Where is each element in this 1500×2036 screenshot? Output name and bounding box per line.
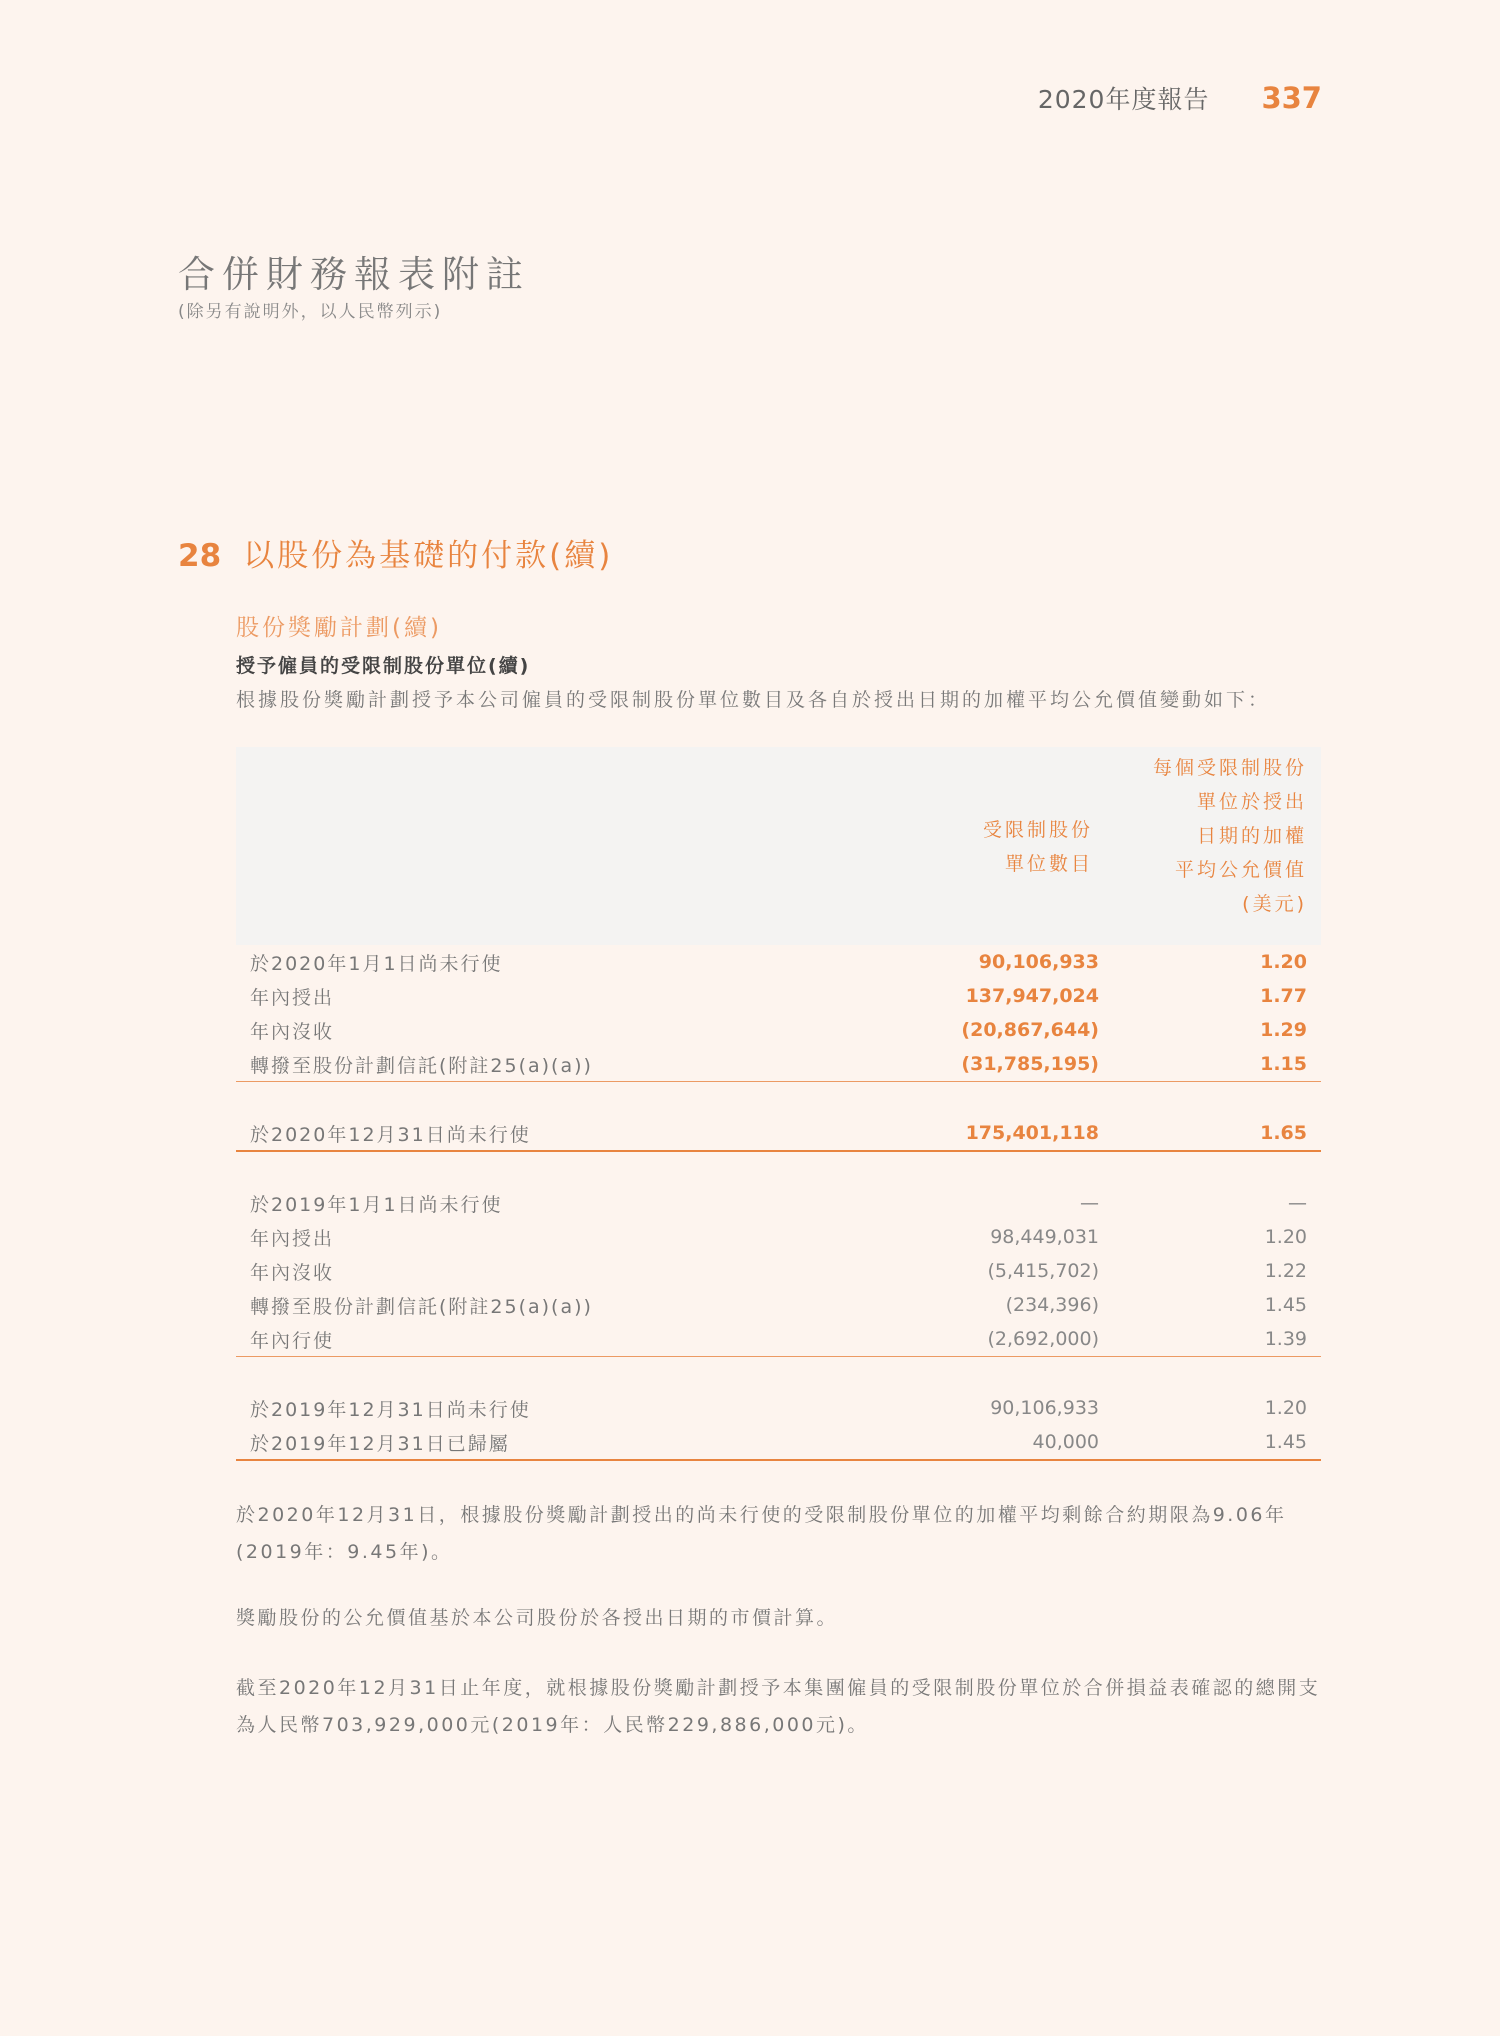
document-subtitle: (除另有說明外，以人民幣列示)	[178, 302, 443, 322]
section-number: 28	[178, 538, 222, 574]
table-total-row: 於2020年12月31日尚未行使 175,401,118 1.65	[236, 1116, 1321, 1152]
table-row: 於2020年1月1日尚未行使 90,106,933 1.20	[250, 951, 1307, 975]
subsection-title: 股份獎勵計劃(續)	[236, 615, 442, 641]
table-row: 年內授出 137,947,024 1.77	[250, 985, 1307, 1009]
intro-text: 根據股份獎勵計劃授予本公司僱員的受限制股份單位數目及各自於授出日期的加權平均公允價值變動如下：	[236, 689, 1271, 711]
table-row: 年內沒收 (5,415,702) 1.22	[250, 1260, 1307, 1284]
subsection-subtitle: 授予僱員的受限制股份單位(續)	[236, 655, 531, 677]
table-row: 年內行使 (2,692,000) 1.39	[236, 1322, 1321, 1357]
paragraph-fair-value-basis: 獎勵股份的公允價值基於本公司股份於各授出日期的市價計算。	[236, 1607, 839, 1629]
document-title: 合併財務報表附註	[178, 253, 530, 296]
table-row: 於2019年1月1日尚未行使 — —	[250, 1192, 1307, 1216]
table-row: 轉撥至股份計劃信託(附註25(a)(a)) (31,785,195) 1.15	[236, 1047, 1321, 1082]
paragraph-remaining-term: 於2020年12月31日，根據股份獎勵計劃授出的尚未行使的受限制股份單位的加權平均剩餘合約期限為9.06年(2019年：9.45年)。	[236, 1504, 1287, 1563]
table-row: 年內沒收 (20,867,644) 1.29	[250, 1019, 1307, 1043]
col-header-units: 受限制股份 單位數目	[982, 819, 1093, 875]
page-number: 337	[1261, 81, 1322, 115]
section-heading	[178, 530, 613, 575]
section-title: 以股份為基礎的付款(續)	[243, 538, 614, 574]
table-total-row: 於2019年12月31日尚未行使 90,106,933 1.20	[250, 1397, 1307, 1421]
table-total-row: 於2019年12月31日已歸屬 40,000 1.45	[236, 1425, 1321, 1461]
col-header-fair-value: 每個受限制股份 單位於授出 日期的加權 平均公允價值 (美元)	[1152, 757, 1307, 915]
table-row: 年內授出 98,449,031 1.20	[250, 1226, 1307, 1250]
report-title: 2020年度報告	[1037, 85, 1210, 114]
table-header	[236, 747, 1321, 945]
rsu-table	[236, 747, 1321, 1461]
table-row: 轉撥至股份計劃信託(附註25(a)(a)) (234,396) 1.45	[250, 1294, 1307, 1318]
page-header	[1038, 80, 1322, 116]
paragraph-total-expense: 截至2020年12月31日止年度，就根據股份獎勵計劃授予本集團僱員的受限制股份單位於合併損益表確認的總開支為人民幣703,929,000元(2019年：人民幣229,886,000元)。	[236, 1677, 1321, 1736]
